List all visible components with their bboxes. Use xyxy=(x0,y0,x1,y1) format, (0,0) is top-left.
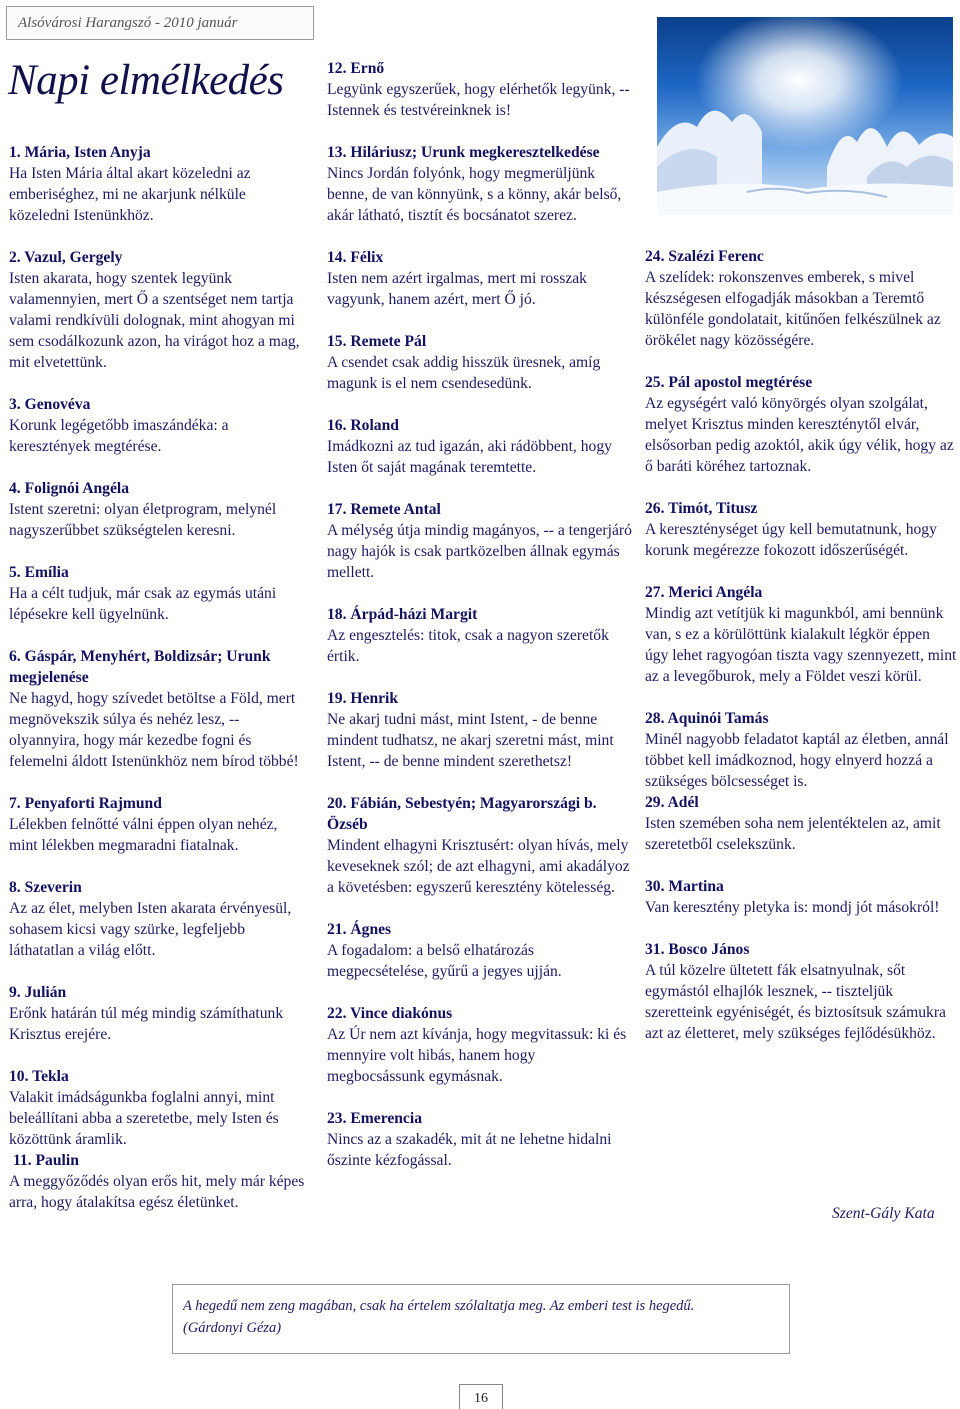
winter-landscape-photo xyxy=(657,17,953,215)
entry-text: Nincs az a szakadék, mit át ne lehetne hidalni őszinte kézfogással. xyxy=(327,1131,612,1169)
entry-day-23 xyxy=(327,1108,632,1171)
entry-day-31 xyxy=(645,939,957,1044)
entry-day-25 xyxy=(645,372,957,477)
entry-name: 27. Merici Angéla xyxy=(645,584,763,601)
entry-name: 13. Hiláriusz; Urunk megkeresztelkedése xyxy=(327,144,600,161)
entry-text: Az Úr nem azt kívánja, hogy megvitassuk: ki és mennyire volt hibás, hanem hogy megbocsássunk egymásnak. xyxy=(327,1026,627,1085)
entry-text: Isten szemében soha nem jelentéktelen az, amit szeretetből cselekszünk. xyxy=(645,815,941,853)
entry-day-29 xyxy=(645,792,957,855)
entry-name: 9. Julián xyxy=(9,984,67,1001)
entry-day-13 xyxy=(327,142,632,226)
entry-day-6 xyxy=(9,646,309,772)
entry-text: Imádkozni az tud igazán, aki rádöbbent, hogy Isten őt saját magának teremtette. xyxy=(327,438,612,476)
entry-name: 21. Ágnes xyxy=(327,921,392,938)
entry-name: 16. Roland xyxy=(327,417,399,434)
entry-text: Isten akarata, hogy szentek legyünk valamennyien, mert Ő a szentséget nem tartja valami rendkívüli dolognak, mint ahogyan mi sem csodálkozunk azon, ha virágot hoz a mag, mit elvetettünk. xyxy=(9,270,300,371)
entry-day-24 xyxy=(645,246,957,351)
entry-text: Az egységért való könyörgés olyan szolgálat, melyet Krisztus minden kereszténytől elvár, elsősorban pedig azoktól, akik úgy vélik, hogy az ő baráti köréhez tartoznak. xyxy=(645,395,954,475)
entry-text: Mindent elhagyni Krisztusért: olyan hívás, mely keveseknek szól; de azt elhagyni, ami akadályoz a követésben: egyszerű keresztény kötelesség. xyxy=(327,837,630,896)
entry-name: 2. Vazul, Gergely xyxy=(9,249,123,266)
entry-text: Minél nagyobb feladatot kaptál az életben, annál többet kell imádkoznod, hogy elnyerd hozzá a szükséges bölcsességet is. xyxy=(645,731,949,790)
entry-name: 30. Martina xyxy=(645,878,724,895)
entry-text: A szelídek: rokonszenves emberek, s mivel készségesen elfogadják másokban a Teremtő különféle gondolatait, kitűnően felkészülnek az örökélet nagy közösségére. xyxy=(645,269,941,349)
entry-day-20 xyxy=(327,793,632,898)
entry-name: 15. Remete Pál xyxy=(327,333,427,350)
entry-text: Ne hagyd, hogy szívedet betöltse a Föld, mert megnövekszik súlya és nehéz lesz, -- olyannyira, hogy már kezedbe fogni és felemelni áldott Istenünkhöz nem bírod többé! xyxy=(9,690,299,770)
entry-name: 24. Szalézi Ferenc xyxy=(645,248,764,265)
entry-text: Lélekben felnőtté válni éppen olyan nehéz, mint lélekben megmaradni fiatalnak. xyxy=(9,816,278,854)
entry-text: Erőnk határán túl még mindig számíthatunk Krisztus erejére. xyxy=(9,1005,284,1043)
column-1 xyxy=(9,142,309,1213)
entry-text: Korunk legégetőbb imaszándéka: a keresztények megtérése. xyxy=(9,417,229,455)
entry-text: Legyünk egyszerűek, hogy elérhetők legyünk, -- Istennek és testvéreinknek is! xyxy=(327,81,630,119)
entry-day-4 xyxy=(9,478,309,541)
header-title: Alsóvárosi Harangszó - 2010 január xyxy=(18,15,238,31)
entry-name: 10. Tekla xyxy=(9,1068,69,1085)
page-number: 16 xyxy=(474,1391,488,1406)
entry-name: 31. Bosco János xyxy=(645,941,750,958)
entry-name: 22. Vince diakónus xyxy=(327,1005,453,1022)
entry-text: Istent szeretni: olyan életprogram, melynél nagyszerűbbet szükségtelen keresni. xyxy=(9,501,277,539)
entry-name: 3. Genovéva xyxy=(9,396,91,413)
entry-day-14 xyxy=(327,247,632,310)
entry-day-16 xyxy=(327,415,632,478)
entry-day-15 xyxy=(327,331,632,394)
entry-day-1 xyxy=(9,142,309,226)
entry-name: 5. Emília xyxy=(9,564,69,581)
column-3 xyxy=(645,246,957,1065)
entry-text: Van keresztény pletyka is: mondj jót másokról! xyxy=(645,899,940,916)
entry-name: 6. Gáspár, Menyhért, Boldizsár; Urunk megjelenése xyxy=(9,648,271,686)
entry-name: 19. Henrik xyxy=(327,690,399,707)
snow-trees-illustration xyxy=(657,17,953,215)
entry-text: Ha a célt tudjuk, már csak az egymás utáni lépésekre kell ügyelnünk. xyxy=(9,585,277,623)
entry-day-28 xyxy=(645,708,957,792)
entry-name: 18. Árpád-házi Margit xyxy=(327,606,478,623)
entry-day-9 xyxy=(9,982,309,1045)
entry-day-22 xyxy=(327,1003,632,1087)
entry-text: A meggyőződés olyan erős hit, mely már képes arra, hogy átalakítsa egész életünket. xyxy=(9,1173,305,1211)
entry-name: 1. Mária, Isten Anyja xyxy=(9,144,151,161)
entry-text: Ha Isten Mária által akart közeledni az emberiséghez, mi ne akarjunk nélküle közeledni Istenünkhöz. xyxy=(9,165,251,224)
entry-name: 26. Timót, Titusz xyxy=(645,500,758,517)
entry-text: Isten nem azért irgalmas, mert mi rosszak vagyunk, hanem azért, mert Ő jó. xyxy=(327,270,587,308)
entry-name: 12. Ernő xyxy=(327,60,385,77)
entry-text: Valakit imádságunkba foglalni annyi, mint beleállítani abba a szeretetbe, mely Isten és közöttünk áramlik. xyxy=(9,1089,279,1148)
page-number-box xyxy=(459,1384,503,1409)
entry-day-5 xyxy=(9,562,309,625)
entry-name: 11. Paulin xyxy=(13,1152,79,1169)
entry-name: 25. Pál apostol megtérése xyxy=(645,374,813,391)
page-title: Napi elmélkedés xyxy=(8,57,284,104)
quote-box xyxy=(172,1284,790,1354)
entry-day-3 xyxy=(9,394,309,457)
entry-text: Ne akarj tudni mást, mint Istent, - de benne mindent tudhatsz, ne akarj szeretni mást, mint Istent, -- de benne mindent szerethetsz! xyxy=(327,711,614,770)
header-bar xyxy=(6,6,314,40)
author-signature: Szent-Gály Kata xyxy=(832,1205,935,1222)
entry-name: 4. Folignói Angéla xyxy=(9,480,129,497)
entry-name: 7. Penyaforti Rajmund xyxy=(9,795,162,812)
entry-text: A csendet csak addig hisszük üresnek, amíg magunk is el nem csendesedünk. xyxy=(327,354,601,392)
entry-name: 17. Remete Antal xyxy=(327,501,441,518)
entry-name: 8. Szeverin xyxy=(9,879,82,896)
entry-day-27 xyxy=(645,582,957,687)
quote-text: A hegedű nem zeng magában, csak ha értelem szólaltatja meg. Az emberi test is hegedű. xyxy=(183,1298,695,1314)
entry-text: A fogadalom: a belső elhatározás megpecsételése, gyűrű a jegyes ujján. xyxy=(327,942,562,980)
entry-name: 23. Emerencia xyxy=(327,1110,422,1127)
entry-day-26 xyxy=(645,498,957,561)
entry-day-19 xyxy=(327,688,632,772)
entry-text: Mindig azt vetítjük ki magunkból, ami bennünk van, s ez a körülöttünk kialakult légkör éppen úgy lehet ragyogóan tiszta vagy szennyezett, mint az a levegőburok, mely a Földet veszi körül. xyxy=(645,605,957,685)
entry-day-8 xyxy=(9,877,309,961)
entry-name: 28. Aquinói Tamás xyxy=(645,710,769,727)
entry-text: Az engesztelés: titok, csak a nagyon szeretők értik. xyxy=(327,627,609,665)
entry-day-11 xyxy=(9,1150,309,1213)
column-2 xyxy=(327,58,632,1192)
entry-day-2 xyxy=(9,247,309,373)
entry-day-18 xyxy=(327,604,632,667)
entry-day-30 xyxy=(645,876,957,918)
entry-name: 29. Adél xyxy=(645,794,699,811)
entry-day-12 xyxy=(327,58,632,121)
entry-name: 14. Félix xyxy=(327,249,384,266)
entry-text: Az az élet, melyben Isten akarata érvényesül, sohasem kicsi vagy szürke, legfeljebb láthatatlan a világ előtt. xyxy=(9,900,292,959)
entry-name: 20. Fábián, Sebestyén; Magyarországi b. Özséb xyxy=(327,795,597,833)
entry-text: A kereszténységet úgy kell bemutatnunk, hogy korunk megérezze fokozott időszerűségét. xyxy=(645,521,937,559)
quote-author: (Gárdonyi Géza) xyxy=(183,1320,282,1336)
entry-text: Nincs Jordán folyónk, hogy megmerüljünk benne, de van könnyünk, s a könny, akár belső, akár látható, tisztít és bocsánatot szerez. xyxy=(327,165,622,224)
entry-day-17 xyxy=(327,499,632,583)
entry-text: A túl közelre ültetett fák elsatnyulnak, sőt egymástól elhajlók lesznek, -- tiszteljük szeretteink egyéniségét, és biztosítsuk számukra azt az életteret, mely szükséges fejlődésükhöz. xyxy=(645,962,946,1042)
entry-day-7 xyxy=(9,793,309,856)
entry-day-10 xyxy=(9,1066,309,1150)
entry-day-21 xyxy=(327,919,632,982)
entry-text: A mélység útja mindig magányos, -- a tengerjáró nagy hajók is csak partközelben állnak egymás mellett. xyxy=(327,522,632,581)
